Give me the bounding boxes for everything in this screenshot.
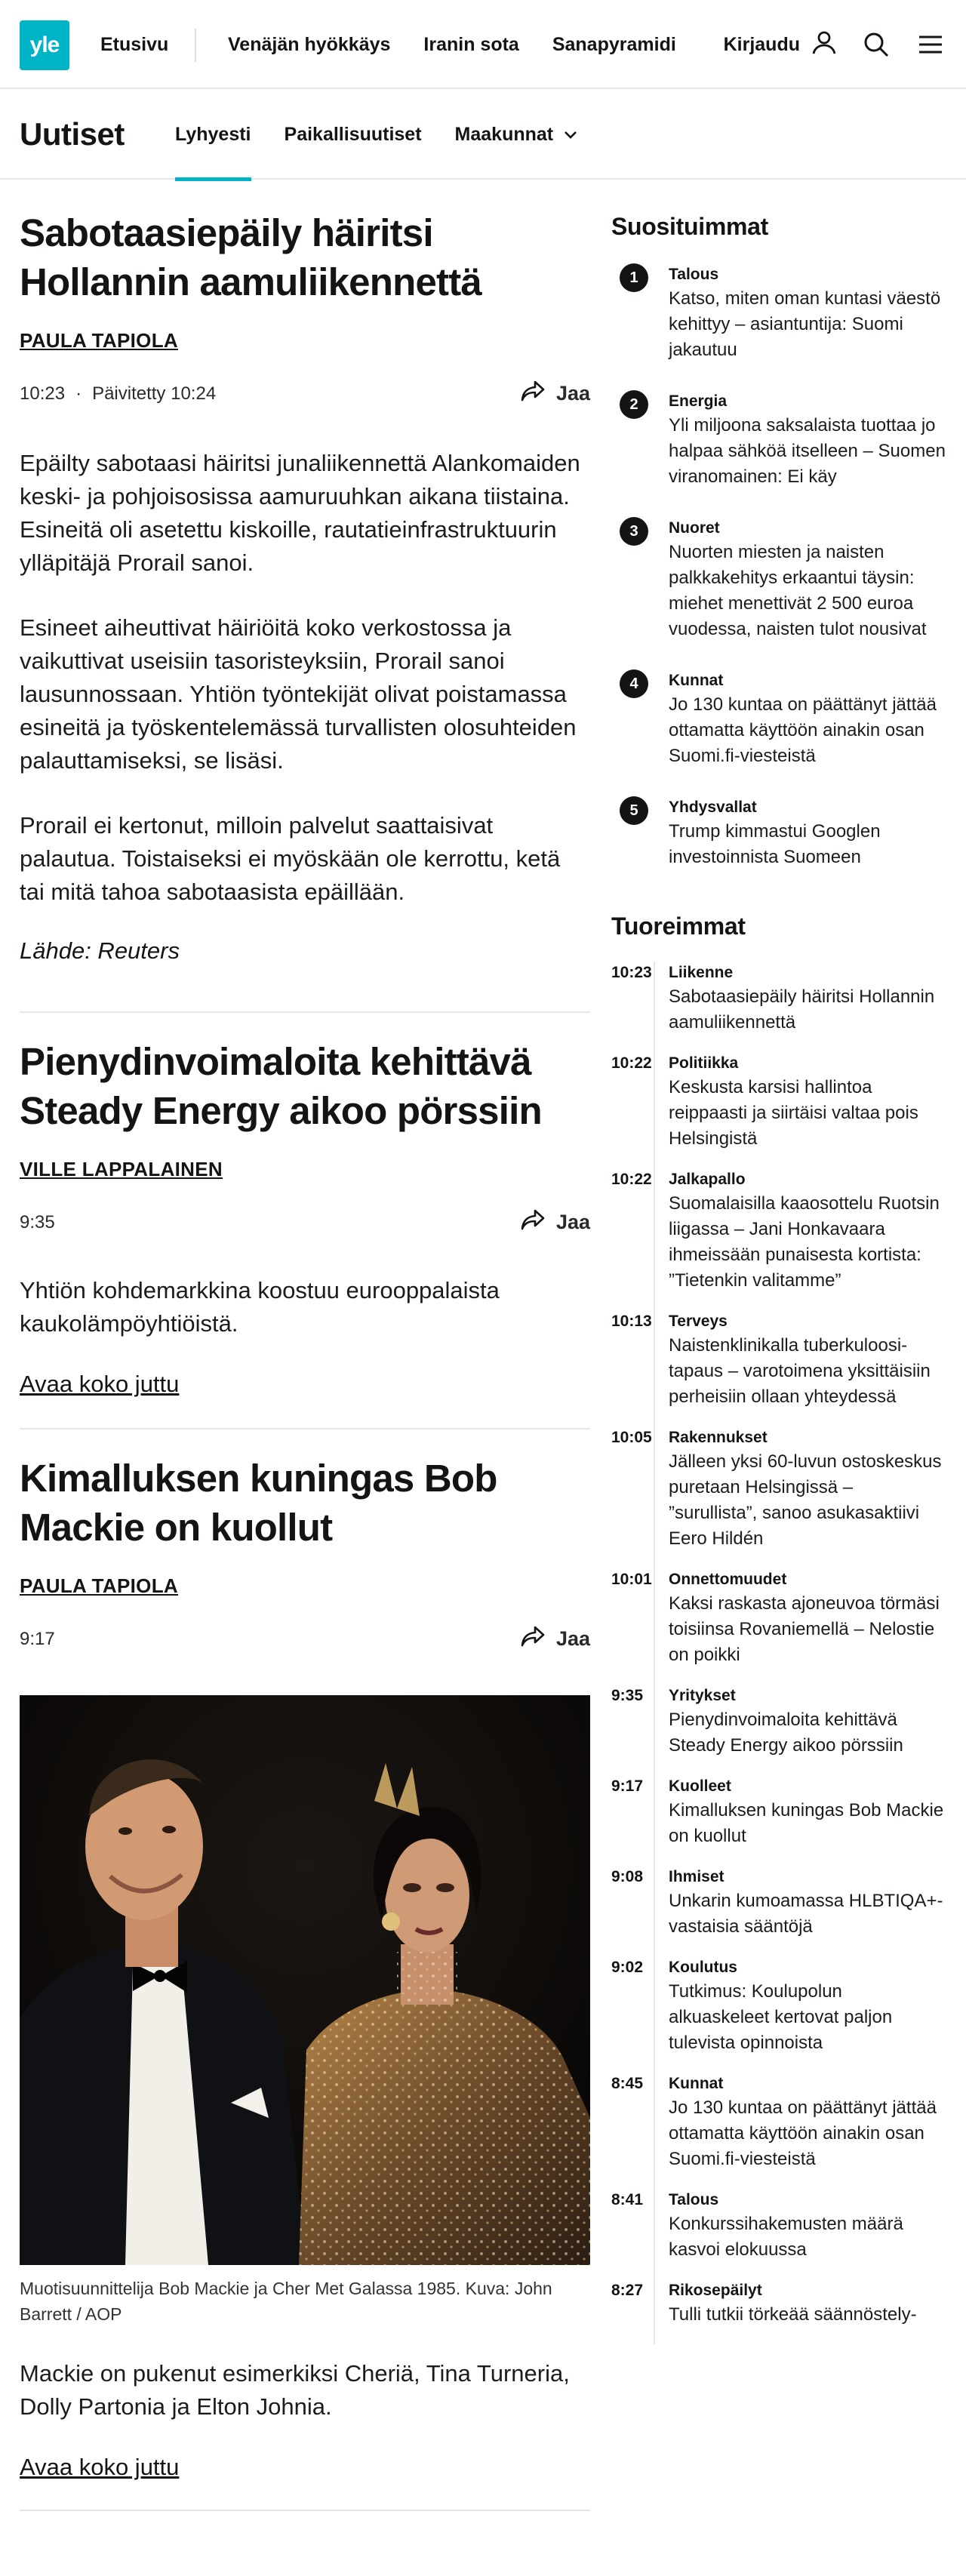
article-author[interactable]: PAULA TAPIOLA (20, 329, 178, 352)
item-category: Politiikka (669, 1054, 739, 1072)
site-header (0, 0, 966, 89)
item-title[interactable]: Tutkimus: Koulupolun alkuaskeleet kertovat paljon tulevista opinnoista (669, 1981, 893, 2053)
latest-item[interactable] (611, 1685, 946, 1759)
item-time: 8:45 (611, 2075, 644, 2092)
nav-link-iran[interactable]: Iranin sota (423, 33, 519, 55)
article-paragraph: Epäilty sabotaasi häiritsi junaliikennettä Alankomaiden keski- ja pohjoisosissa aamuruuhkan aikana tiistaina. Esineitä oli asetettu kiskoille, rautatieinfrastruktuurin ylläpitäjä Prorail sanoi. (20, 450, 580, 576)
nav-link-ukraine[interactable]: Venäjän hyökkäys (228, 33, 391, 55)
latest-item[interactable] (611, 2279, 946, 2328)
user-icon (811, 29, 838, 61)
item-category: Nuoret (669, 519, 720, 537)
tab-label: Maakunnat (454, 123, 554, 145)
nav-divider (195, 29, 196, 62)
item-time: 10:01 (611, 1571, 652, 1588)
tab-label: Lyhyesti (175, 123, 251, 145)
topic-nav (228, 0, 676, 89)
latest-item[interactable] (611, 1052, 946, 1152)
item-category: Ihmiset (669, 1868, 724, 1885)
article-author[interactable]: PAULA TAPIOLA (20, 1574, 178, 1597)
item-title[interactable]: Naistenklinikalla tuberkuloosi-tapaus – varotoimena yksittäisiin perheisiin ollaan yhteydessä (669, 1335, 931, 1407)
home-nav (100, 0, 168, 89)
rank-badge: 2 (620, 390, 648, 419)
popular-list (611, 263, 946, 870)
article-body (20, 1274, 590, 1340)
share-button[interactable] (520, 1208, 590, 1236)
item-title[interactable]: Nuorten miesten ja naisten palkkakehitys erkaantui täysin: miehet menettivät 2 500 euroa vuodessa, naisten tulot nousivat (669, 542, 927, 639)
item-category: Rikosepäilyt (669, 2282, 762, 2299)
nav-link-sanapyramidi[interactable]: Sanapyramidi (552, 33, 676, 55)
item-time: 8:41 (611, 2191, 644, 2208)
latest-item[interactable] (611, 962, 946, 1036)
popular-item[interactable] (611, 669, 946, 769)
rank-badge: 3 (620, 517, 648, 546)
item-title[interactable]: Yli miljoona saksalaista tuottaa jo halpaa sähköä itselleen – Suomen viranomainen: Ei käy (669, 415, 946, 487)
share-icon (520, 380, 546, 408)
item-title[interactable]: Konkurssihakemusten määrä kasvoi elokuussa (669, 2214, 903, 2260)
latest-list (611, 962, 946, 2328)
item-time: 10:13 (611, 1313, 652, 1330)
article-paragraph: Yhtiön kohdemarkkina koostuu eurooppalaista kaukolämpöyhtiöistä. (20, 1277, 500, 1337)
item-time: 10:22 (611, 1054, 652, 1072)
item-time: 9:08 (611, 1868, 644, 1885)
news-item (20, 1013, 590, 1430)
item-title[interactable]: Kaksi raskasta ajoneuvoa törmäsi toisiinsa Rovaniemellä – Nelostie on poikki (669, 1593, 940, 1665)
share-label: Jaa (555, 1627, 590, 1650)
latest-item[interactable] (611, 2189, 946, 2263)
item-category: Kuolleet (669, 1777, 731, 1795)
yle-logo[interactable]: yle (20, 20, 69, 70)
item-title[interactable]: Jo 130 kuntaa on päättänyt jättää ottamatta käyttöön ainakin osan Suomi.fi-viesteistä (669, 2097, 937, 2169)
tab-paikallisuutiset[interactable] (285, 89, 422, 180)
header-actions (724, 0, 946, 89)
updated-time: Päivitetty 10:24 (92, 383, 217, 404)
rank-badge: 5 (620, 796, 648, 825)
item-category: Kunnat (669, 2075, 724, 2092)
share-label: Jaa (555, 382, 590, 405)
popular-item[interactable] (611, 517, 946, 642)
published-time: 9:17 (20, 1628, 55, 1649)
item-time: 10:05 (611, 1429, 652, 1446)
article-source: Lähde: Reuters (20, 937, 180, 964)
section-header (0, 89, 966, 180)
article-paragraph: Prorail ei kertonut, milloin palvelut saattaisivat palautua. Toistaiseksi ei myöskään ole kerrottu, ketä tai mitä tahoa sabotaasista epäillään. (20, 812, 561, 905)
item-category: Onnettomuudet (669, 1571, 787, 1588)
popular-item[interactable] (611, 263, 946, 363)
published-time: 9:35 (20, 1211, 55, 1233)
news-item (20, 180, 590, 1013)
item-category: Energia (669, 392, 728, 410)
item-category: Kunnat (669, 672, 724, 689)
latest-item[interactable] (611, 2073, 946, 2172)
article-headline[interactable]: Kimalluksen kuningas Bob Mackie on kuollut (20, 1457, 497, 1549)
section-tabs (175, 89, 579, 180)
article-headline[interactable]: Sabotaasiepäily häiritsi Hollannin aamuliikennettä (20, 211, 481, 303)
share-button[interactable] (520, 1625, 590, 1653)
tab-lyhyesti[interactable] (175, 89, 251, 180)
item-time: 10:22 (611, 1171, 652, 1188)
latest-item[interactable] (611, 1775, 946, 1849)
timestamps (20, 383, 216, 405)
share-icon (520, 1208, 546, 1236)
article-paragraph: Esineet aiheuttivat häiriöitä koko verkostossa ja vaikuttivat useisiin tasoristeyksiin, Prorail sanoi lausunnossaan. Yhtiön työntekijät olivat poistamassa esineitä ja työskentelemässä turvallisten olosuhteiden palauttamiseksi, se lisäsi. (20, 614, 577, 774)
article-feed (20, 180, 590, 2511)
article-body (20, 2357, 590, 2424)
latest-item[interactable] (611, 1168, 946, 1294)
article-body (20, 447, 590, 909)
news-item (20, 1430, 590, 2511)
article-meta (20, 380, 590, 408)
read-more-link[interactable]: Avaa koko juttu (20, 2454, 180, 2480)
article-meta (20, 1208, 590, 1236)
item-title[interactable]: Trump kimmastui Googlen investoinnista Suomeen (669, 821, 881, 867)
search-icon[interactable] (860, 29, 892, 60)
article-figure (20, 1695, 590, 2327)
section-title[interactable]: Uutiset (20, 116, 125, 152)
item-category: Liikenne (669, 964, 734, 981)
share-label: Jaa (555, 1211, 590, 1233)
rank-badge: 1 (620, 263, 648, 292)
item-title[interactable]: Jo 130 kuntaa on päättänyt jättää ottamatta käyttöön ainakin osan Suomi.fi-viesteistä (669, 694, 937, 766)
share-button[interactable] (520, 380, 590, 408)
article-meta (20, 1625, 590, 1653)
item-title[interactable]: Pienydinvoimaloita kehittävä Steady Energy aikoo pörssiin (669, 1710, 903, 1756)
latest-item[interactable] (611, 1866, 946, 1940)
item-category: Talous (669, 2191, 719, 2208)
item-title[interactable]: Sabotaasiepäily häiritsi Hollannin aamuliikennettä (669, 986, 935, 1033)
item-category: Jalkapallo (669, 1171, 746, 1188)
item-title[interactable]: Unkarin kumoamassa HLBTIQA+-vastaisia sääntöjä (669, 1891, 943, 1937)
article-author[interactable]: VILLE LAPPALAINEN (20, 1158, 223, 1180)
item-category: Talous (669, 266, 719, 283)
latest-heading: Tuoreimmat (611, 913, 746, 940)
menu-icon[interactable] (915, 29, 946, 60)
item-title[interactable]: Suomalaisilla kaaosottelu Ruotsin liigassa – Jani Honkavaara ihmeissään punaisesta kortista: ”Tietenkin valitamme” (669, 1193, 940, 1291)
item-title[interactable]: Kimalluksen kuningas Bob Mackie on kuollut (669, 1800, 944, 1846)
tab-maakunnat[interactable] (455, 89, 580, 180)
item-time: 10:23 (611, 964, 652, 981)
popular-heading: Suosituimmat (611, 213, 768, 240)
popular-item[interactable] (611, 390, 946, 490)
read-more-link[interactable]: Avaa koko juttu (20, 1371, 180, 1397)
share-icon (520, 1625, 546, 1653)
photo-caption: Muotisuunnittelija Bob Mackie ja Cher Met Galassa 1985. Kuva: John Barrett / AOP (20, 2279, 552, 2324)
latest-item[interactable] (611, 1310, 946, 1410)
latest-item[interactable] (611, 1568, 946, 1668)
latest-item[interactable] (611, 1426, 946, 1552)
item-category: Rakennukset (669, 1429, 768, 1446)
item-title[interactable]: Keskusta karsisi hallintoa reippaasti ja siirtäisi valtaa pois Helsingistä (669, 1077, 918, 1149)
published-time: 10:23 (20, 383, 66, 404)
article-headline[interactable]: Pienydinvoimaloita kehittävä Steady Energy aikoo pörssiin (20, 1040, 542, 1132)
item-category: Terveys (669, 1313, 728, 1330)
article-photo[interactable] (20, 1695, 590, 2265)
item-title[interactable]: Jälleen yksi 60-luvun ostoskeskus puretaan Helsingissä – ”surullista”, sanoo asukasaktiivi Eero Hildén (669, 1451, 942, 1549)
item-time: 9:17 (611, 1777, 644, 1795)
item-category: Yritykset (669, 1687, 736, 1704)
sidebar (611, 180, 946, 2328)
login-button[interactable] (724, 29, 838, 61)
item-time: 9:35 (611, 1687, 644, 1704)
item-time: 9:02 (611, 1959, 644, 1976)
latest-item[interactable] (611, 1956, 946, 2056)
item-category: Koulutus (669, 1959, 737, 1976)
item-time: 8:27 (611, 2282, 644, 2299)
nav-link-home[interactable]: Etusivu (100, 33, 169, 55)
item-title[interactable]: Katso, miten oman kuntasi väestö kehittyy – asiantuntija: Suomi jakautuu (669, 288, 941, 360)
chevron-down-icon (562, 126, 579, 143)
item-title[interactable]: Tulli tutkii törkeää säännöstely- (669, 2304, 917, 2325)
tab-label: Paikallisuutiset (284, 123, 422, 145)
meta-separator: · (75, 383, 82, 404)
rank-badge: 4 (620, 669, 648, 698)
article-paragraph: Mackie on pukenut esimerkiksi Cheriä, Tina Turneria, Dolly Partonia ja Elton Johnia. (20, 2360, 570, 2420)
item-category: Yhdysvallat (669, 799, 757, 816)
login-label: Kirjaudu (723, 33, 800, 55)
popular-item[interactable] (611, 796, 946, 870)
